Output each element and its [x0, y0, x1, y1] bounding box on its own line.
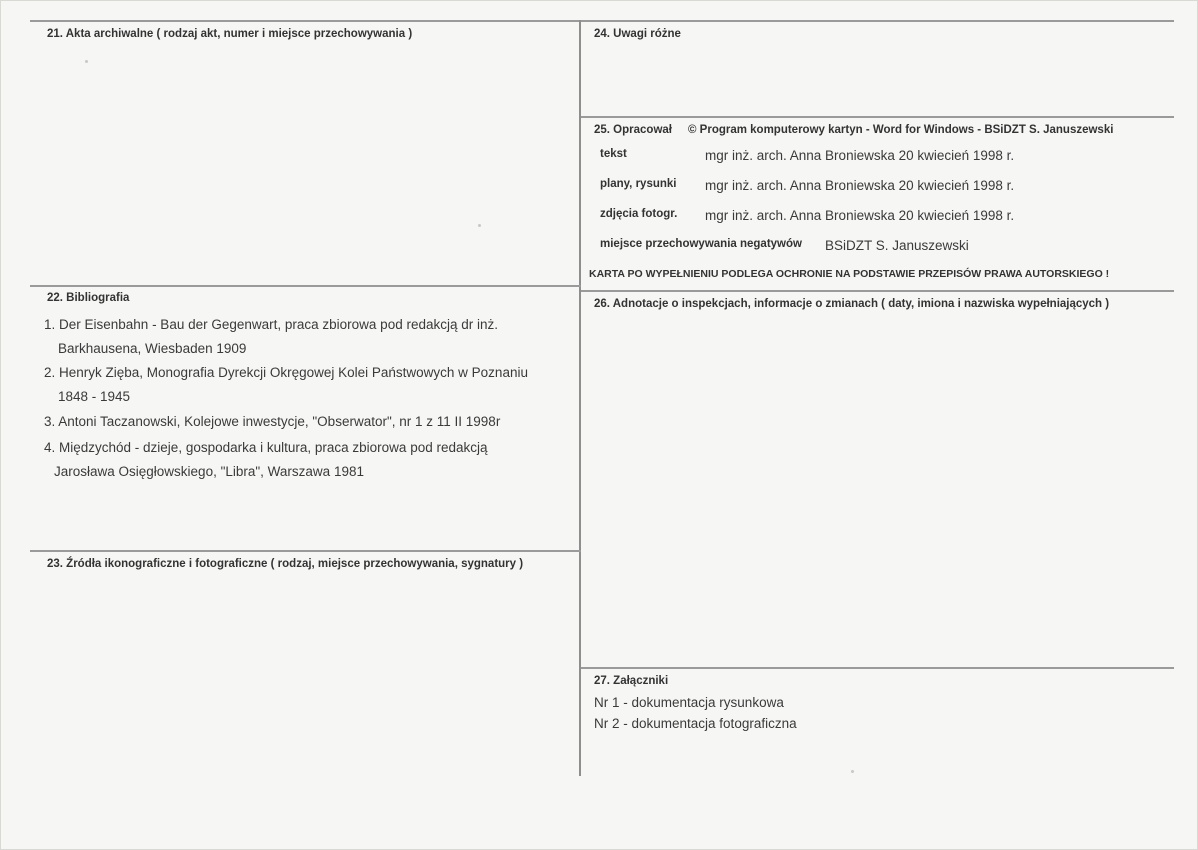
negatives-label: miejsce przechowywania negatywów — [600, 238, 802, 250]
program-credit: © Program komputerowy kartyn - Word for Windows - BSiDZT S. Januszewski — [688, 124, 1114, 136]
negatives-value: BSiDZT S. Januszewski — [825, 238, 969, 253]
rule-26-27 — [581, 667, 1174, 669]
section-24-title: 24. Uwagi różne — [594, 28, 681, 40]
bibliography-line: Barkhausena, Wiesbaden 1909 — [58, 341, 247, 356]
bibliography-line: 1. Der Eisenbahn - Bau der Gegenwart, praca zbiorowa pod redakcją dr inż. — [44, 317, 498, 332]
author-label-text: tekst — [600, 148, 627, 160]
section-21-title: 21. Akta archiwalne ( rodzaj akt, numer i miejsce przechowywania ) — [47, 28, 413, 40]
attachment-item: Nr 1 - dokumentacja rysunkowa — [594, 695, 784, 710]
bibliography-line: 4. Międzychód - dzieje, gospodarka i kultura, praca zbiorowa pod redakcją — [44, 440, 488, 455]
top-rule — [30, 20, 1174, 22]
attachment-item: Nr 2 - dokumentacja fotograficzna — [594, 716, 797, 731]
bibliography-line: Jarosława Osięgłowskiego, "Libra", Warszawa 1981 — [54, 464, 364, 479]
rule-24-25 — [581, 116, 1174, 118]
section-27-title: 27. Załączniki — [594, 675, 669, 687]
section-22-title: 22. Bibliografia — [47, 292, 130, 304]
section-23-title: 23. Źródła ikonograficzne i fotograficzne ( rodzaj, miejsce przechowywania, sygnatury ) — [47, 558, 524, 570]
bibliography-line: 3. Antoni Taczanowski, Kolejowe inwestycje, "Obserwator", nr 1 z 11 II 1998r — [44, 414, 501, 429]
author-value-text: mgr inż. arch. Anna Broniewska 20 kwiecień 1998 r. — [705, 148, 1015, 163]
center-divider — [579, 20, 581, 776]
scan-speck — [851, 770, 854, 773]
scan-speck — [478, 224, 481, 227]
bibliography-line: 2. Henryk Zięba, Monografia Dyrekcji Okręgowej Kolei Państwowych w Poznaniu — [44, 365, 528, 380]
section-26-title: 26. Adnotacje o inspekcjach, informacje o zmianach ( daty, imiona i nazwiska wypełniających ) — [594, 298, 1110, 310]
author-label-plans: plany, rysunki — [600, 178, 677, 190]
rule-25-26 — [581, 290, 1174, 292]
scan-speck — [85, 60, 88, 63]
author-value-photos: mgr inż. arch. Anna Broniewska 20 kwiecień 1998 r. — [705, 208, 1015, 223]
author-value-plans: mgr inż. arch. Anna Broniewska 20 kwiecień 1998 r. — [705, 178, 1015, 193]
rule-22-23 — [30, 550, 581, 552]
copyright-warning: KARTA PO WYPEŁNIENIU PODLEGA OCHRONIE NA PODSTAWIE PRZEPISÓW PRAWA AUTORSKIEGO ! — [589, 268, 1110, 280]
section-25-title: 25. Opracował — [594, 124, 672, 136]
author-label-photos: zdjęcia fotogr. — [600, 208, 678, 220]
bibliography-line: 1848 - 1945 — [58, 389, 131, 404]
rule-21-22 — [30, 285, 581, 287]
